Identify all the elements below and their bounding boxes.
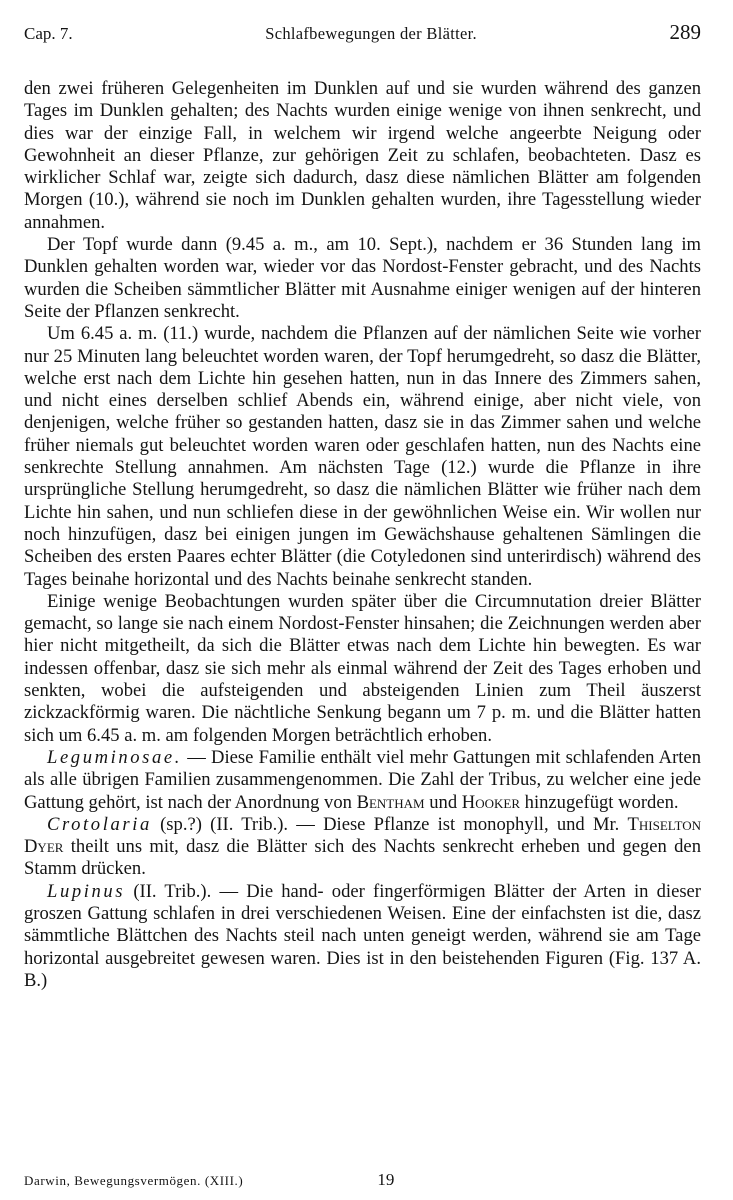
paragraph-text: Einige wenige Beobachtungen wurden später über die Circumnutation dreier Blätter gemacht, so lange sie nach einem Nordost-Fenster hinsahen; die Zeichnungen werden aber hier nicht mitgetheilt, da sich die Blätter etwas nach dem Lichte hin bewegten. Es war indessen offenbar, dasz sie sich mehr als einmal während der Zeit des Tages erhoben und senkten, wobei die aufsteigenden und absteigenden Linien zum Theil äuszerst zickzackförmig waren. Die nächtliche Senkung begann um 7 p. m. und die Blätter hatten sich um 6.45 a. m. am folgenden Morgen beträchtlich erhoben. (24, 590, 701, 746)
author-name: Hooker (461, 791, 520, 813)
running-head (24, 20, 701, 56)
page-body (24, 78, 701, 992)
taxon-heading: Lupinus (47, 880, 126, 902)
paragraph-text: (II. Trib.). — Die hand- oder fingerförmigen Blätter der Arten in dieser groszen Gattung schlafen in drei verschiedenen Weisen. Eine der einfachsten ist die, dasz sämmtliche Blättchen des Nachts steil nach unten geneigt werden, während sie am Tage horizontal ausgebreitet gewesen waren. Dies ist in den beistehenden Figuren (Fig. 137 A. B.) (24, 880, 701, 991)
paragraph-text: Um 6.45 a. m. (11.) wurde, nachdem die Pflanzen auf der nämlichen Seite wie vorher nur 25 Minuten lang beleuchtet worden waren, der Topf herumgedreht, so dasz die Blätter, welche erst nach dem Lichte hin gesehen hatten, nun in das Innere des Zimmers sahen, und nicht eines derselben schlief Abends ein, während einige, aber nicht viele, von denjenigen, welche früher so gestanden hatten, dasz sie in das Zimmer sahen und welche früher niemals gut beleuchtet worden waren oder geschlafen hatten, nun des Nachts eine senkrechte Stellung annahmen. Am nächsten Tage (12.) wurde die Pflanze in ihre ursprüngliche Stellung herumgedreht, so dasz die nämlichen Blätter wie früher nach dem Lichte hin sahen, und nun schliefen diese in der gewöhnlichen Weise ein. Wir wollen nur noch hinzufügen, dasz bei einigen jungen im Gewächshause gehaltenen Sämlingen die Scheiben des ersten Paares echter Blätter (die Cotyledonen sind unterirdisch) während des Tages beinahe horizontal und des Nachts beinahe senkrecht standen. (24, 323, 701, 590)
paragraph-3 (24, 323, 701, 591)
printer-signature: Darwin, Bewegungsvermögen. (XIII.) (24, 1173, 244, 1188)
paragraph-leguminosae (24, 747, 701, 814)
paragraph-1 (24, 78, 701, 234)
paragraph-text: hinzugefügt worden. (520, 791, 679, 813)
author-name: Thiselton Dyer (24, 813, 701, 858)
taxon-heading: Crotolaria (47, 813, 152, 835)
paragraph-2 (24, 234, 701, 323)
signature-number: 19 (377, 1170, 395, 1189)
page-number: 289 (669, 20, 701, 44)
paragraph-lupinus (24, 881, 701, 992)
paragraph-text: und (424, 791, 462, 813)
paragraph-crotolaria (24, 814, 701, 881)
paragraph-text: — Diese Familie enthält viel mehr Gattungen mit schlafenden Arten als alle übrigen Familien zusammengenommen. Die Zahl der Tribus, zu welcher eine jede Gattung gehört, ist nach der Anordnung von (24, 746, 701, 813)
paragraph-text: (sp.?) (II. Trib.). — Diese Pflanze ist monophyll, und Mr. (151, 813, 628, 835)
author-name: Bentham (356, 791, 425, 813)
taxon-heading: Leguminosae. (47, 746, 183, 768)
paragraph-text: Der Topf wurde dann (9.45 a. m., am 10. Sept.), nachdem er 36 Stunden lang im Dunklen gehalten worden war, wieder vor das Nordost-Fenster gebracht, und des Nachts wurden die Scheiben sämmtlicher Blätter mit Ausnahme einiger wenigen auf der hinteren Seite der Pflanzen senkrecht. (24, 234, 701, 322)
running-title: Schlafbewegungen der Blätter. (265, 24, 477, 43)
paragraph-4 (24, 591, 701, 747)
chapter-label: Cap. 7. (24, 24, 73, 43)
page-footer (24, 1170, 701, 1190)
paragraph-text: den zwei früheren Gelegenheiten im Dunklen auf und sie wurden während des ganzen Tages im Dunklen gehalten; des Nachts wurden einige wenige von ihnen senkrecht, und dies war der einzige Fall, in welchem wir irgend welche angeerbte Neigung oder Gewohnheit an dieser Pflanze, zur gehörigen Zeit zu schlafen, beobachteten. Dasz es wirklicher Schlaf war, zeigte sich dadurch, dasz diese nämlichen Blätter am folgenden Morgen (10.), während sie noch im Dunklen gehalten wurden, ihre Tagesstellung wieder annahmen. (24, 78, 701, 233)
paragraph-text: theilt uns mit, dasz die Blätter sich des Nachts senkrecht erheben und gegen den Stamm drücken. (24, 836, 701, 880)
